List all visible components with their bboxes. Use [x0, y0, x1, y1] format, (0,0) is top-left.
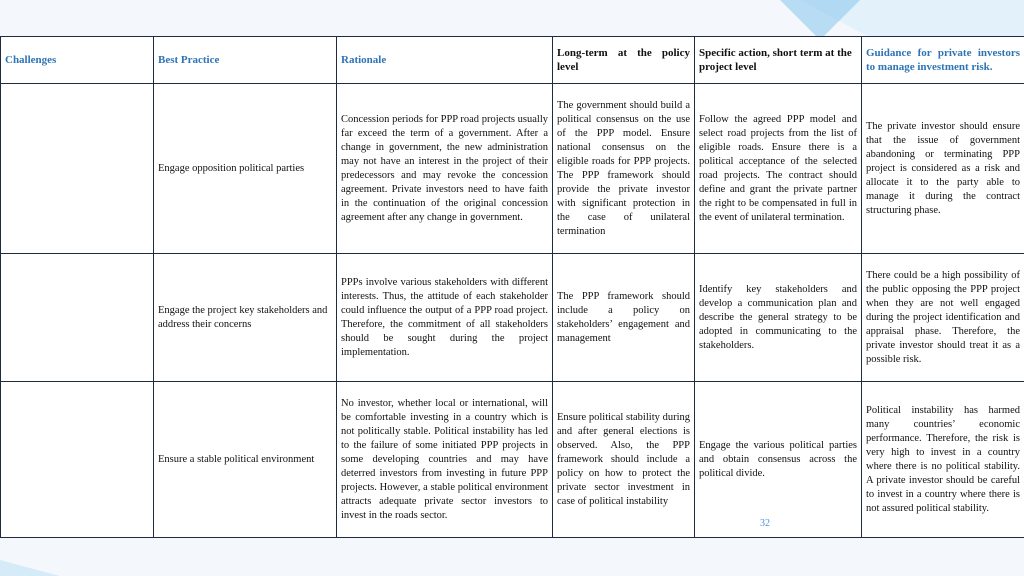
rationale-cell: No investor, whether local or international, will be comfortable investing in a country which is not politically stable. Political instability has led to the failure of some initiated PPP projects in some developing countries and may have deterred investors from investing in future PPP projects. However, a stable political environment attracts adequate private sector investors to invest in the roads sector.	[337, 382, 553, 538]
specific-action-cell: Identify key stakeholders and develop a communication plan and describe the general strategy to be adopted in communicating to the stakeholders.	[695, 254, 862, 382]
best-practice-cell: Engage opposition political parties	[154, 84, 337, 254]
rationale-cell: PPPs involve various stakeholders with different interests. Thus, the attitude of each stakeholder could influence the output of a PPP road project. Therefore, the commitment of all stakeholders should be sought during the project implementation.	[337, 254, 553, 382]
table-row	[1, 382, 1024, 538]
header-guidance: Guidance for private investors to manage investment risk.	[862, 37, 1024, 84]
guidance-cell: The private investor should ensure that the issue of government abandoning or terminating PPP project is considered as a risk and allocate it to the party able to manage it during the contract structuring phase.	[862, 84, 1024, 254]
guidance-cell: There could be a high possibility of the public opposing the PPP project when they are not well engaged during the project identification and appraisal phase. Therefore, the private investor should treat it as a possible risk.	[862, 254, 1024, 382]
ppp-risk-table	[0, 36, 1024, 538]
header-specific-action: Specific action, short term at the project level	[695, 37, 862, 84]
long-term-cell: Ensure political stability during and after general elections is observed. Also, the PPP framework should include a policy on how to protect the private sector investment in case of political instability	[553, 382, 695, 538]
long-term-cell: The government should build a political consensus on the use of the PPP model. Ensure national consensus on the eligible roads for PPP projects. The PPP framework should provide the private investor with significant protection in the case of unilateral termination	[553, 84, 695, 254]
page-number: 32	[760, 518, 770, 529]
rationale-cell: Concession periods for PPP road projects usually far exceed the term of a government. After a change in government, the new administration may not have an interest in the project of their predecessors and may revoke the concession agreement. Private investors need to have faith in the continuation of the original concession agreement after any change in government.	[337, 84, 553, 254]
header-challenges: Challenges	[1, 37, 154, 84]
header-rationale: Rationale	[337, 37, 553, 84]
guidance-cell: Political instability has harmed many countries’ economic performance. Therefore, the risk is very high to invest in a country where there is no political stability. A private investor should be careful to invest in a country where there is not assured political stability.	[862, 382, 1024, 538]
long-term-cell: The PPP framework should include a policy on stakeholders’ engagement and management	[553, 254, 695, 382]
specific-action-cell: Engage the various political parties and obtain consensus across the political divide.	[695, 382, 862, 538]
challenge-cell: Political instability	[1, 382, 154, 538]
header-best-practice: Best Practice	[154, 37, 337, 84]
best-practice-cell: Engage the project key stakeholders and address their concerns	[154, 254, 337, 382]
table-row	[1, 84, 1024, 254]
best-practice-cell: Ensure a stable political environment	[154, 382, 337, 538]
table-row	[1, 254, 1024, 382]
challenge-cell: Successive government abandoning Project	[1, 84, 154, 254]
table-header-row	[1, 37, 1024, 84]
challenge-cell: Public opposition to PPP road projects	[1, 254, 154, 382]
specific-action-cell: Follow the agreed PPP model and select road projects from the list of eligible roads. Ensure there is a political acceptance of the selected road projects. The contract should define and grant the private partner the right to be compensated in full in the event of unilateral termination.	[695, 84, 862, 254]
header-long-term: Long-term at the policy level	[553, 37, 695, 84]
